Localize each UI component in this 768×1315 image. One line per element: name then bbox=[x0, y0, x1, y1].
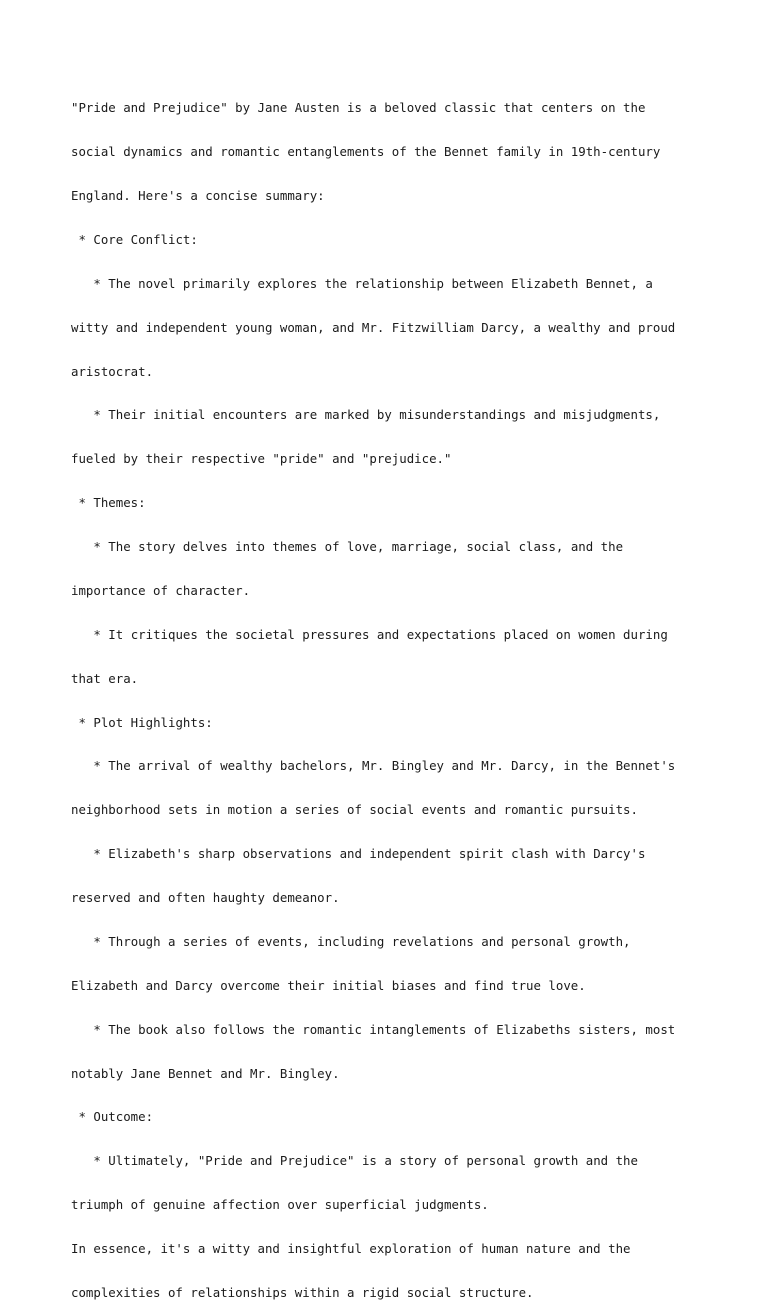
section-heading-plot-highlights: * Plot Highlights: bbox=[71, 714, 213, 730]
text-line: importance of character. bbox=[71, 582, 251, 598]
text-line: Elizabeth and Darcy overcome their initial biases and find true love. bbox=[71, 977, 586, 993]
bullet-line: * Their initial encounters are marked by misunderstandings and misjudgments, bbox=[71, 407, 661, 423]
bullet-line: * Elizabeth's sharp observations and independent spirit clash with Darcy's bbox=[71, 846, 646, 862]
text-line: social dynamics and romantic entanglements of the Bennet family in 19th-century bbox=[71, 144, 661, 160]
text-line: fueled by their respective "pride" and "prejudice." bbox=[71, 451, 452, 467]
text-line: witty and independent young woman, and Mr. Fitzwilliam Darcy, a wealthy and proud bbox=[71, 319, 676, 335]
text-line: triumph of genuine affection over superficial judgments. bbox=[71, 1197, 489, 1213]
text-line: notably Jane Bennet and Mr. Bingley. bbox=[71, 1065, 340, 1081]
text-line: complexities of relationships within a rigid social structure. bbox=[71, 1284, 534, 1300]
section-heading-outcome: * Outcome: bbox=[71, 1109, 154, 1125]
bullet-line: * It critiques the societal pressures and expectations placed on women during bbox=[71, 626, 668, 642]
bullet-line: * The story delves into themes of love, marriage, social class, and the bbox=[71, 539, 624, 554]
text-line: reserved and often haughty demeanor. bbox=[71, 890, 340, 905]
bullet-line: * The novel primarily explores the relationship between Elizabeth Bennet, a bbox=[71, 275, 653, 291]
text-line: aristocrat. bbox=[71, 363, 154, 379]
bullet-line: * Ultimately, "Pride and Prejudice" is a story of personal growth and the bbox=[71, 1153, 638, 1169]
bullet-line: * The arrival of wealthy bachelors, Mr. Bingley and Mr. Darcy, in the Bennet's bbox=[71, 758, 676, 774]
text-line: neighborhood sets in motion a series of social events and romantic pursuits. bbox=[71, 802, 638, 818]
text-line: "Pride and Prejudice" by Jane Austen is a beloved classic that centers on the bbox=[71, 100, 646, 116]
section-heading-themes: * Themes: bbox=[71, 495, 146, 511]
bullet-line: * Through a series of events, including revelations and personal growth, bbox=[71, 933, 631, 949]
section-heading-core-conflict: * Core Conflict: bbox=[71, 231, 198, 247]
text-line: In essence, it's a witty and insightful exploration of human nature and the bbox=[71, 1241, 631, 1256]
text-line: England. Here's a concise summary: bbox=[71, 188, 325, 203]
document-body bbox=[71, 72, 711, 1315]
text-line: that era. bbox=[71, 670, 139, 686]
bullet-line: * The book also follows the romantic intanglements of Elizabeths sisters, most bbox=[71, 1021, 676, 1037]
